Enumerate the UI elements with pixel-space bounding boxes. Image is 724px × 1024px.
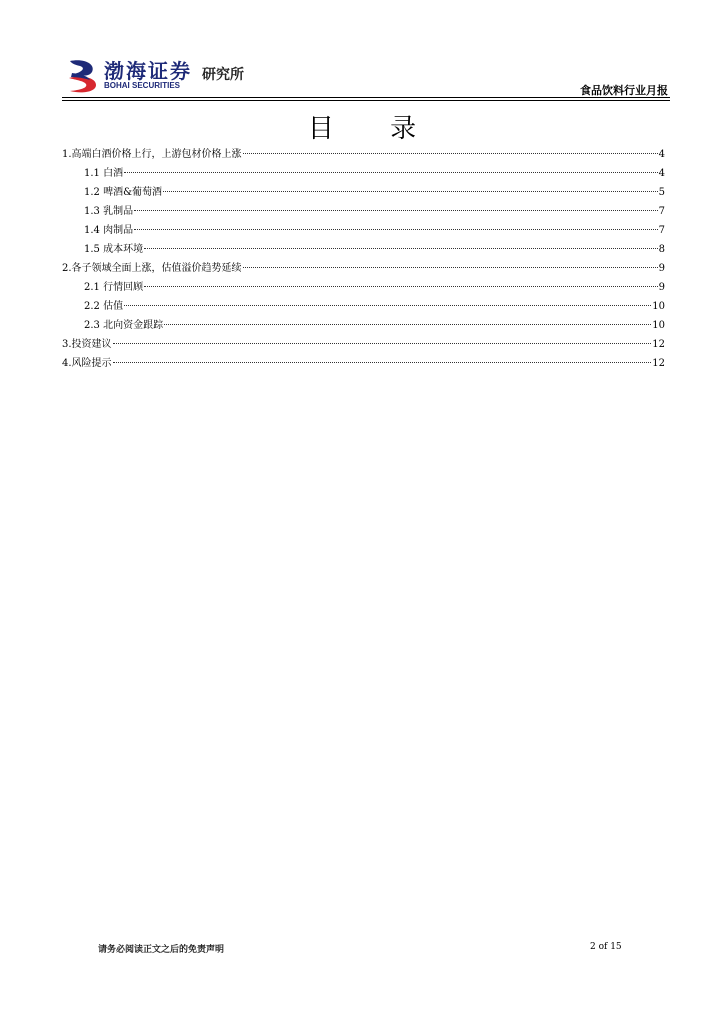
toc-entry-text: 1.高端白酒价格上行，上游包材价格上涨 [62, 149, 242, 160]
toc-entry[interactable] [62, 316, 665, 335]
toc-entry-text: 2.各子领域全面上涨，估值溢价趋势延续 [62, 263, 242, 274]
toc-entry-text: 1.3 乳制品 [84, 206, 134, 217]
toc-entry-page: 10 [652, 301, 665, 312]
toc-entry-text: 1.2 啤酒&葡萄酒 [84, 187, 162, 198]
toc-entry[interactable] [62, 240, 665, 259]
toc-entry-text: 2.3 北向资金跟踪 [84, 320, 164, 331]
toc-entry-page: 7 [658, 206, 665, 217]
toc-leader-dots [243, 267, 658, 268]
bohai-logo-mark-icon [66, 58, 100, 94]
bohai-securities-logo [66, 54, 206, 98]
toc-leader-dots [134, 210, 658, 211]
toc-entry-page: 5 [658, 187, 665, 198]
toc-leader-dots [124, 172, 658, 173]
toc-entry[interactable] [62, 202, 665, 221]
toc-leader-dots [144, 286, 658, 287]
toc-entry[interactable] [62, 278, 665, 297]
toc-leader-dots [113, 343, 652, 344]
toc-entry-text: 1.1 白酒 [84, 168, 124, 179]
toc-leader-dots [163, 191, 658, 192]
toc-title: 目 录 [307, 114, 441, 144]
toc-entry-text: 1.5 成本环境 [84, 244, 144, 255]
toc-leader-dots [243, 153, 658, 154]
toc-leader-dots [134, 229, 658, 230]
toc-entry-page: 8 [658, 244, 665, 255]
institute-label: 研究所 [202, 67, 244, 83]
toc-entry-page: 10 [652, 320, 665, 331]
table-of-contents [62, 145, 665, 373]
toc-entry-text: 2.2 估值 [84, 301, 124, 312]
toc-leader-dots [124, 305, 651, 306]
footer-disclaimer: 请务必阅读正文之后的免责声明 [98, 945, 225, 955]
toc-entry-text: 2.1 行情回顾 [84, 282, 144, 293]
toc-entry-page: 4 [658, 168, 665, 179]
toc-entry[interactable] [62, 297, 665, 316]
toc-entry-page: 4 [658, 149, 665, 160]
toc-entry[interactable] [62, 335, 665, 354]
report-type: 食品饮料行业月报 [580, 84, 668, 97]
toc-entry-text: 4.风险提示 [62, 358, 112, 369]
toc-entry-page: 9 [658, 282, 665, 293]
toc-entry-page: 9 [658, 263, 665, 274]
header-rule [62, 97, 670, 101]
logo-english-name: BOHAI SECURITIES [104, 81, 181, 90]
page-header [62, 52, 670, 100]
toc-entry-page: 7 [658, 225, 665, 236]
toc-entry-page: 12 [652, 339, 665, 350]
toc-entry[interactable] [62, 164, 665, 183]
toc-entry[interactable] [62, 183, 665, 202]
toc-entry-text: 1.4 肉制品 [84, 225, 134, 236]
toc-leader-dots [164, 324, 651, 325]
toc-entry-page: 12 [652, 358, 665, 369]
toc-entry[interactable] [62, 221, 665, 240]
toc-entry[interactable] [62, 145, 665, 164]
toc-leader-dots [144, 248, 658, 249]
toc-entry[interactable] [62, 259, 665, 278]
toc-entry-text: 3.投资建议 [62, 339, 112, 350]
toc-entry[interactable] [62, 354, 665, 373]
logo-chinese-name: 渤海证券 [104, 59, 192, 83]
toc-leader-dots [113, 362, 652, 363]
page-number: 2 of 15 [590, 942, 622, 952]
